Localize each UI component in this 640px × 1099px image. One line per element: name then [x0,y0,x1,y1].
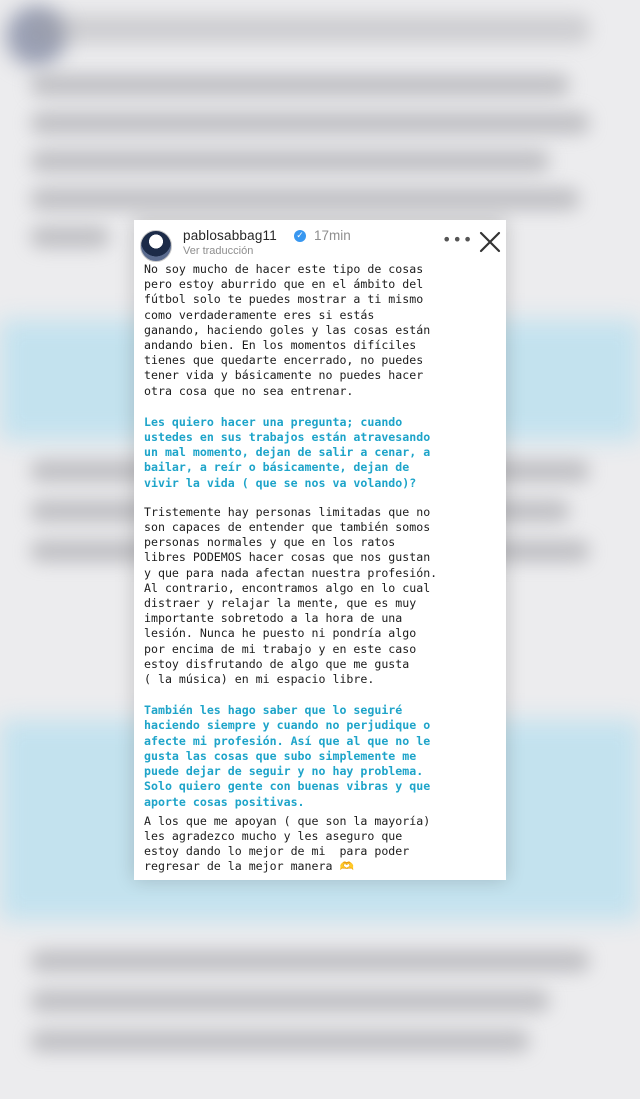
paragraph-intro: No soy mucho de hacer este tipo de cosas pero estoy aburrido que en el ámbito del fútbol solo te puedes mostrar a ti mismo como verdaderamente eres si estás ganando, haciendo goles y las cosas están andando bien. En los momentos difíciles tienes que quedarte encerrado, no puedes tener vida y básicamente no puedes hacer otra cosa que no sea entrenar. [144,262,431,398]
blurred-line [30,14,590,44]
more-options-icon[interactable]: ••• [442,230,474,249]
paragraph-question: Les quiero hacer una pregunta; cuando ustedes en sus trabajos están atravesando un mal momento, dejan de salir a cenar, a bailar, a reír o básicamente, dejan de vivir la vida ( que se nos va volando)? [144,414,431,490]
blurred-line [30,226,110,248]
username[interactable]: pablosabbag11 [183,228,277,243]
close-icon[interactable] [478,230,502,254]
blurred-line [30,1030,530,1052]
story-card [134,220,506,880]
verified-badge-icon: ✓ [294,230,306,242]
paragraph-notice: También les hago saber que lo seguiré haciendo siempre y cuando no perjudique o afecte mi profesión. Así que al que no le gusta las cosas que subo simplemente me puede dejar de seguir y no hay problema. Solo quiero gente con buenas vibras y que aporte cosas positivas. [144,703,431,809]
see-translation-link[interactable]: Ver traducción [183,245,254,257]
post-time: 17min [314,228,351,243]
paragraph-thanks-wrap [144,814,500,875]
story-header [134,220,506,262]
paragraph-thanks: A los que me apoyan ( que son la mayoría) les agradezco mucho y les aseguro que estoy dando lo mejor de mi para poder regresar de la mejor manera [144,813,431,874]
blurred-line [30,188,580,210]
blurred-line [30,990,550,1012]
blurred-line [30,74,570,96]
avatar[interactable] [140,230,172,262]
heart-hands-icon: 🫶 [339,859,354,874]
paragraph-explanation: Tristemente hay personas limitadas que no son capaces de entender que también somos personas normales y que en los ratos libres PODEMOS hacer cosas que nos gustan y que para nada afectan nuestra profesión. Al contrario, encontramos algo en lo cual distraer y relajar la mente, que es muy importante sobretodo a la hora de una lesión. Nunca he puesto ni pondría algo por encima de mi trabajo y en este caso estoy disfrutando de algo que me gusta ( la música) en mi espacio libre. [144,504,438,687]
blurred-line [30,150,550,172]
blurred-line [30,112,590,134]
blurred-line [30,950,590,972]
story-text [144,262,500,875]
